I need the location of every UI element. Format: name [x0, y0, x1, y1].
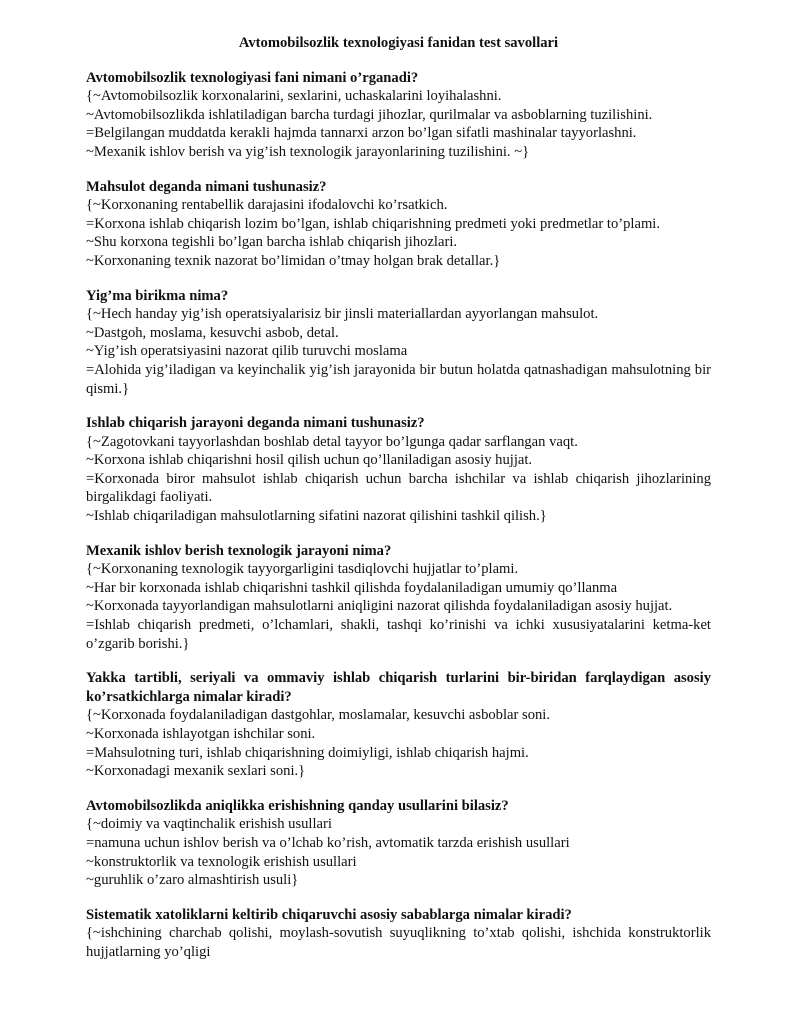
- document-title: Avtomobilsozlik texnologiyasi fanidan test savollari: [238, 35, 559, 51]
- question-title: Ishlab chiqarish jarayoni deganda nimani tushunasiz?: [86, 415, 425, 432]
- answer-option: ~Korxonaning texnik nazorat bo’limidan o’tmay holgan brak detallar.}: [86, 252, 501, 269]
- answer-option: {~Hech handay yig’ish operatsiyalarisiz bir jinsli materiallardan ayyorlangan mahsulot.: [86, 306, 599, 323]
- answer-option: ~Korxonadagi mexanik sexlari soni.}: [86, 763, 306, 780]
- answer-option: {~ishchining charchab qolishi, moylash-sovutish suyuqlikning to’xtab qolishi, ishchida konstruktorlik hujjatlarning yo’qligi: [86, 925, 711, 960]
- answer-option: =Mahsulotning turi, ishlab chiqarishning doimiyligi, ishlab chiqarish hajmi.: [86, 744, 529, 761]
- answer-option: {~Zagotovkani tayyorlashdan boshlab detal tayyor bo’lgunga qadar sarflangan vaqt.: [86, 433, 578, 450]
- question-title: Yakka tartibli, seriyali va ommaviy ishlab chiqarish turlarini bir-biridan farqlaydigan asosiy ko’rsatkichlarga nimalar kiradi?: [86, 670, 711, 705]
- answer-option: ~Shu korxona tegishli bo’lgan barcha ishlab chiqarish jihozlari.: [86, 234, 458, 251]
- question-title: Mexanik ishlov berish texnologik jarayoni nima?: [86, 542, 392, 559]
- answer-option: {~Korxonaning texnologik tayyorgarligini tasdiqlovchi hujjatlar to’plami.: [86, 561, 519, 578]
- answer-option: ~Korxonada tayyorlandigan mahsulotlarni aniqligini nazorat qilishda foydalaniladigan asosiy hujjat.: [86, 598, 673, 615]
- answer-option: ~Avtomobilsozlikda ishlatiladigan barcha turdagi jihozlar, qurilmalar va asboblarning tuzilishini.: [86, 106, 653, 123]
- answer-option: ~Har bir korxonada ishlab chiqarishni tashkil qilishda foydalaniladigan umumiy qo’llanma: [86, 579, 618, 596]
- answer-option: ~Mexanik ishlov berish va yig’ish texnologik jarayonlarining tuzilishini. ~}: [86, 143, 530, 160]
- answer-option: {~Korxonaning rentabellik darajasini ifodalovchi ko’rsatkich.: [86, 197, 448, 214]
- question-block: [86, 797, 711, 890]
- answer-option: =Belgilangan muddatda kerakli hajmda tannarxi arzon bo’lgan sifatli mashinalar tayyorlashni.: [86, 125, 637, 142]
- question-block: [86, 542, 711, 654]
- document-page: [86, 34, 711, 978]
- question-title: Yig’ma birikma nima?: [86, 287, 229, 304]
- answer-option: =Ishlab chiqarish predmeti, o’lchamlari, shakli, tashqi ko’rinishi va ichki xususiyatalarini ketma-ket o’zgarib borishi.}: [86, 617, 711, 652]
- question-title: Avtomobilsozlik texnologiyasi fani nimani o’rganadi?: [86, 69, 419, 86]
- answer-option: {~doimiy va vaqtinchalik erishish usullari: [86, 816, 332, 833]
- question-list: [86, 69, 711, 962]
- question-title: Mahsulot deganda nimani tushunasiz?: [86, 178, 327, 195]
- answer-option: ~guruhlik o’zaro almashtirish usuli}: [86, 872, 299, 889]
- answer-option: ~Dastgoh, moslama, kesuvchi asbob, detal.: [86, 324, 339, 341]
- question-block: [86, 414, 711, 526]
- answer-option: ~Korxonada ishlayotgan ishchilar soni.: [86, 726, 316, 742]
- answer-option: {~Avtomobilsozlik korxonalarini, sexlarini, uchaskalarini loyihalashni.: [86, 88, 502, 105]
- answer-option: =Korxona ishlab chiqarish lozim bo’lgan, ishlab chiqarishning predmeti yoki predmetlar to’plami.: [86, 215, 661, 232]
- question-block: [86, 669, 711, 781]
- answer-option: ~Yig’ish operatsiyasini nazorat qilib turuvchi moslama: [86, 343, 408, 360]
- question-title: Avtomobilsozlikda aniqlikka erishishning qanday usullarini bilasiz?: [86, 797, 509, 814]
- answer-option: ~konstruktorlik va texnologik erishish usullari: [86, 853, 357, 870]
- answer-option: ~Ishlab chiqariladigan mahsulotlarning sifatini nazorat qilishini tashkil qilish.}: [86, 508, 547, 525]
- question-block: [86, 178, 711, 271]
- question-block: [86, 69, 711, 162]
- answer-option: =Korxonada biror mahsulot ishlab chiqarish uchun barcha ishchilar va ishlab chiqarish jihozlarining birgalikdagi faoliyati.: [86, 470, 711, 506]
- answer-option: =namuna uchun ishlov berish va o’lchab ko’rish, avtomatik tarzda erishish usullari: [86, 834, 570, 851]
- answer-option: ~Korxona ishlab chiqarishni hosil qilish uchun qo’llaniladigan asosiy hujjat.: [86, 452, 533, 469]
- question-block: [86, 287, 711, 399]
- question-title: Sistematik xatoliklarni keltirib chiqaruvchi asosiy sabablarga nimalar kiradi?: [86, 906, 572, 923]
- answer-option: =Alohida yig’iladigan va keyinchalik yig’ish jarayonida bir butun holatda qatnashadigan mahsulotning bir qismi.}: [86, 361, 711, 397]
- question-block: [86, 906, 711, 962]
- answer-option: {~Korxonada foydalaniladigan dastgohlar, moslamalar, kesuvchi asboblar soni.: [86, 707, 550, 724]
